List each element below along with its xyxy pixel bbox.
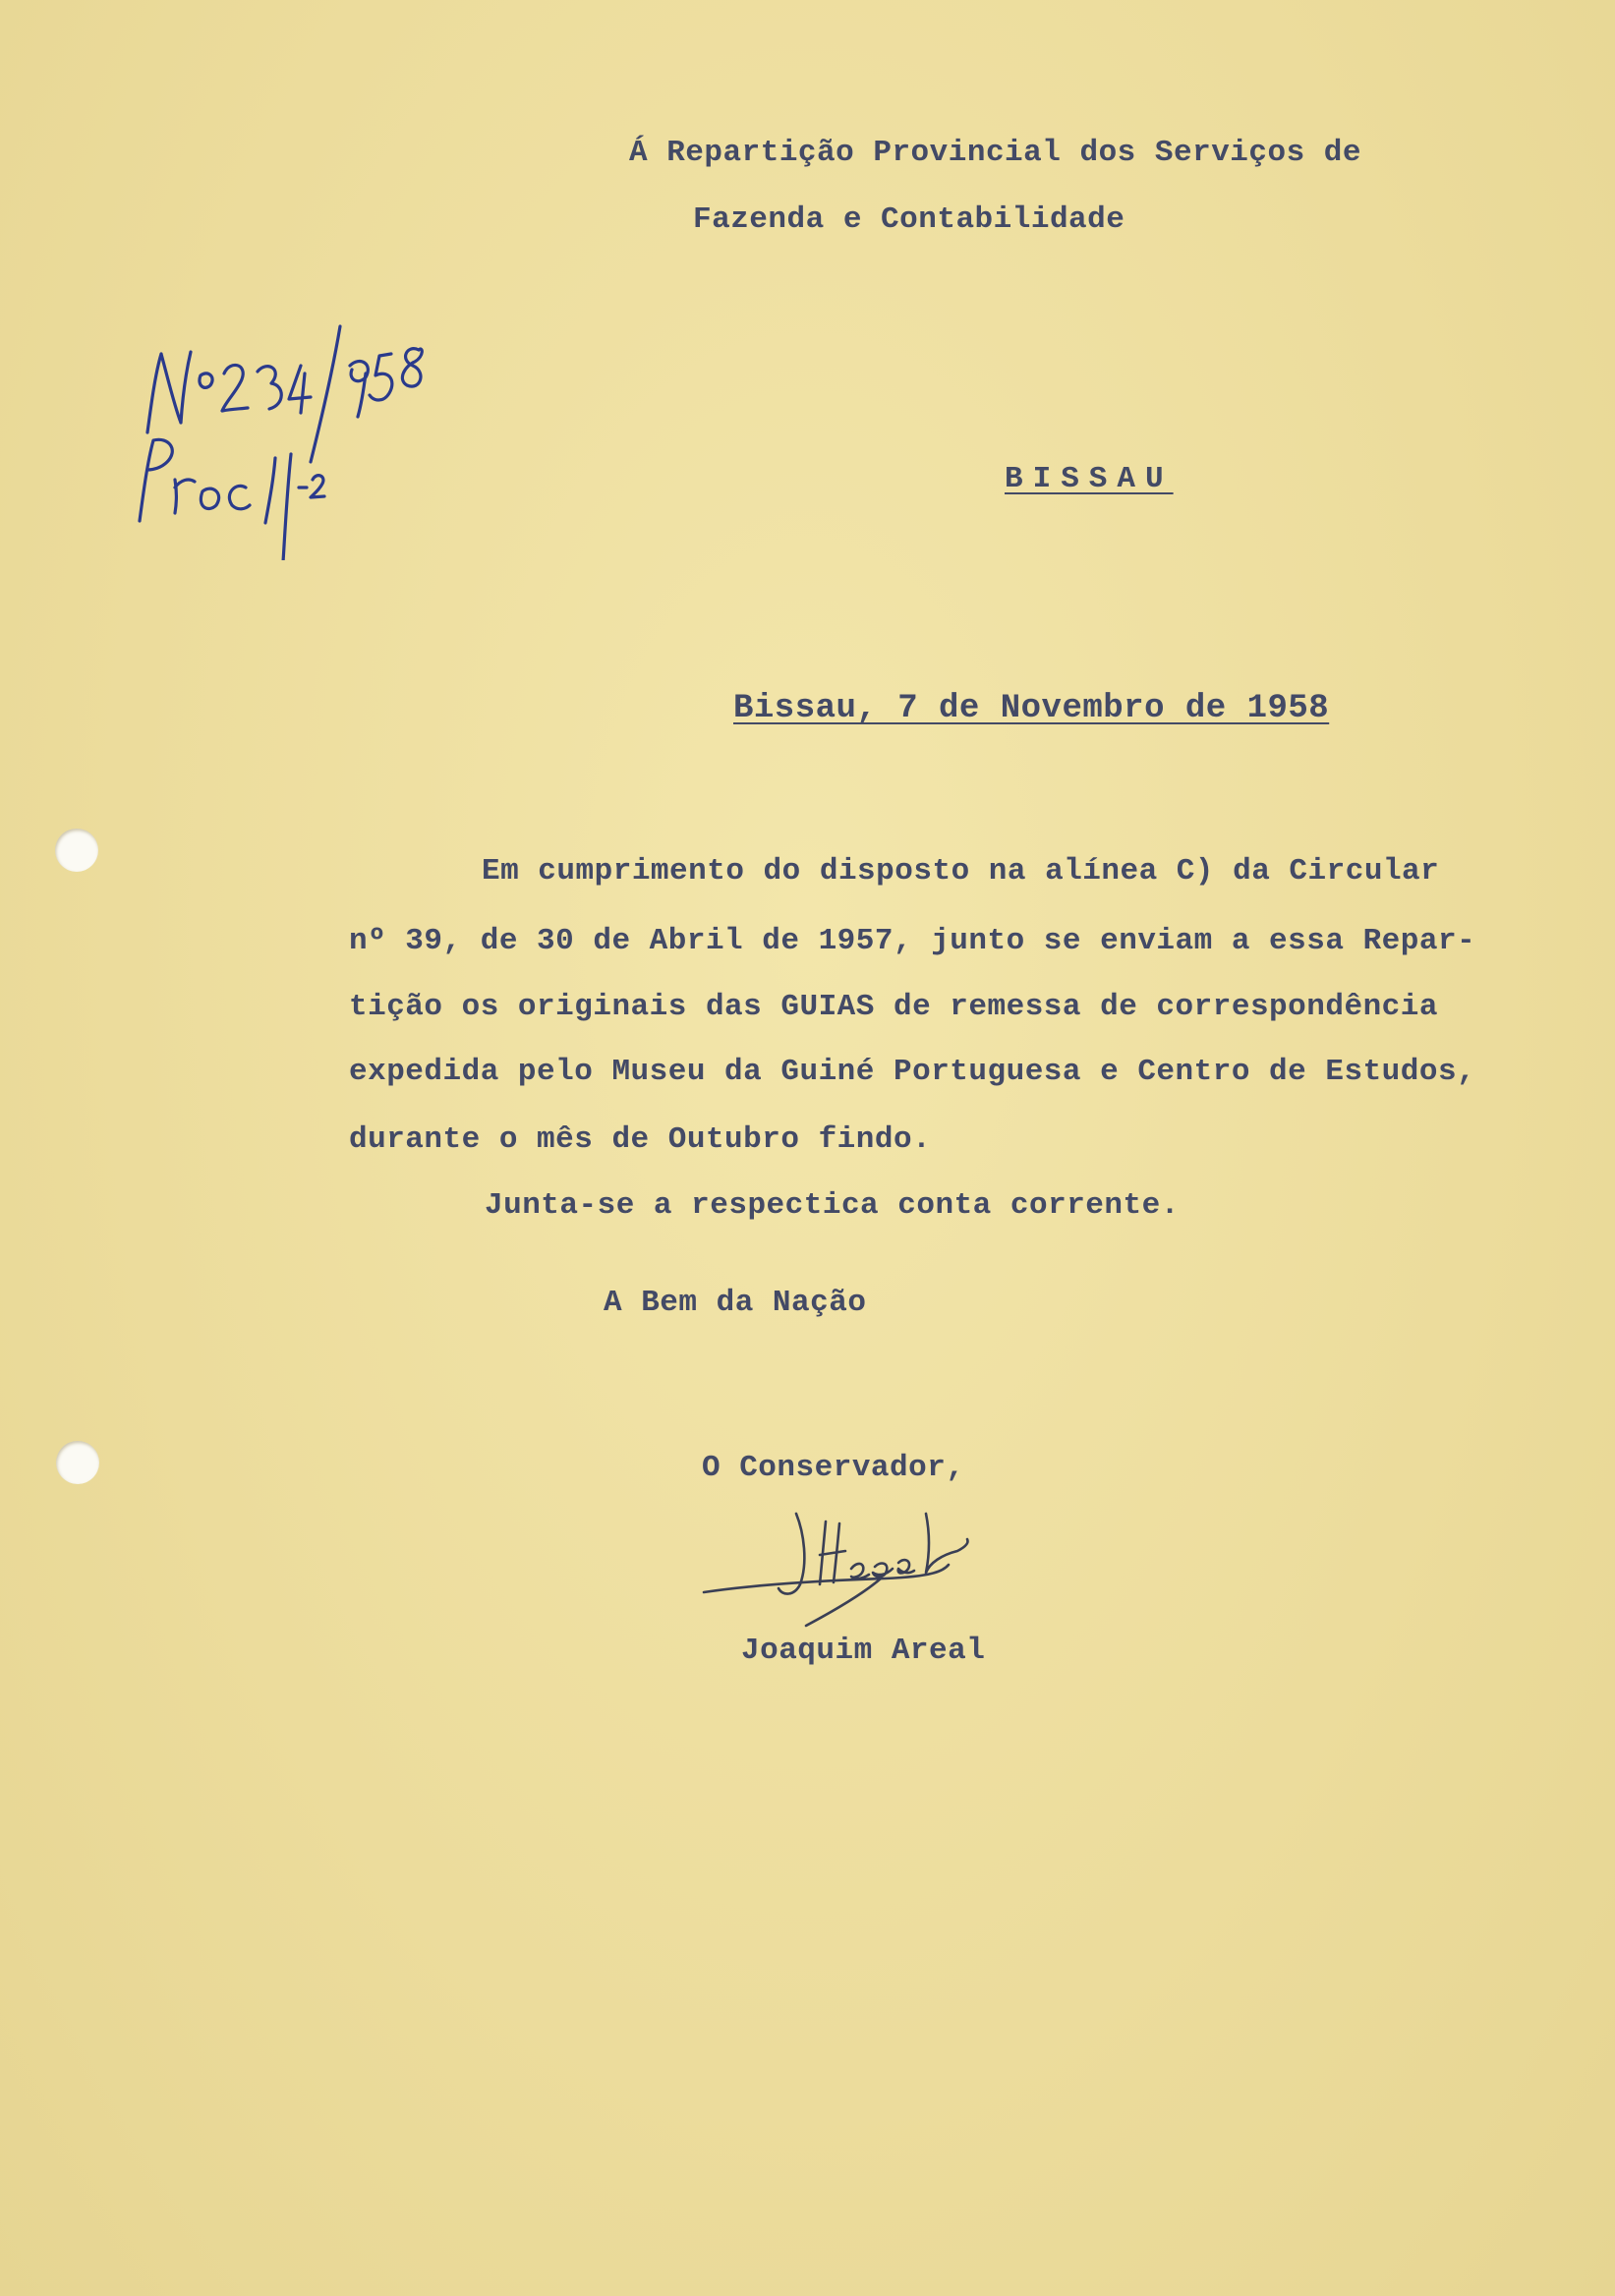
recipient-line-1: Á Repartição Provincial dos Serviços de [629, 136, 1362, 170]
handwritten-reference-annotation [118, 315, 433, 560]
enclosure-line: Junta-se a respectica conta corrente. [485, 1188, 1180, 1223]
date-line: Bissau, 7 de Novembro de 1958 [733, 690, 1330, 727]
destination-city: BISSAU [1005, 462, 1174, 496]
punch-hole-bottom [56, 1441, 99, 1484]
closing-salutation: A Bem da Nação [604, 1286, 867, 1320]
recipient-line-2: Fazenda e Contabilidade [693, 202, 1125, 237]
handwritten-signature [698, 1494, 1022, 1651]
body-paragraph-line: nº 39, de 30 de Abril de 1957, junto se enviam a essa Repar- [349, 924, 1476, 958]
body-paragraph-line: expedida pelo Museu da Guiné Portuguesa e Centro de Estudos, [349, 1055, 1476, 1089]
body-paragraph-line: tição os originais das GUIAS de remessa de correspondência [349, 990, 1438, 1024]
signatory-title: O Conservador, [702, 1451, 965, 1485]
body-paragraph-line: Em cumprimento do disposto na alínea C) da Circular [482, 854, 1440, 889]
signatory-name: Joaquim Areal [741, 1634, 986, 1668]
body-paragraph-line: durante o mês de Outubro findo. [349, 1122, 932, 1157]
punch-hole-top [55, 829, 98, 872]
